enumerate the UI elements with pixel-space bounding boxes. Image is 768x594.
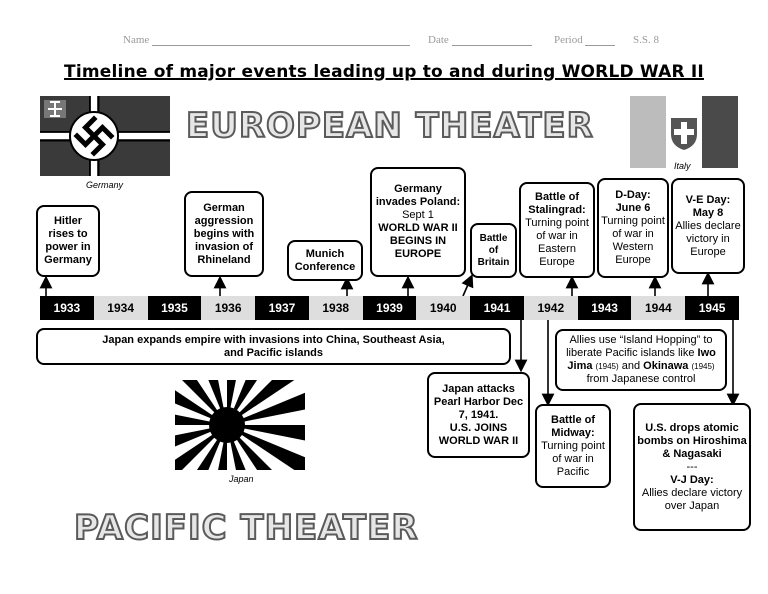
event-hitler-text: Hitler rises to power in Germany — [44, 215, 92, 266]
event-rhineland — [184, 191, 264, 277]
event-ve-desc: Allies declare victory in Europe — [675, 219, 741, 258]
island-hopping-year1: (1945) — [595, 362, 619, 371]
event-hitler-rises — [36, 205, 100, 277]
year-1944: 1944 — [631, 296, 685, 320]
germany-caption: Germany — [86, 180, 124, 190]
event-battle-of-britain — [470, 223, 517, 278]
event-d-day — [597, 178, 669, 278]
page-title: Timeline of major events leading up to and during WORLD WAR II — [64, 62, 704, 82]
event-dday-title: D-Day: June 6 — [615, 189, 651, 214]
island-hopping-iwo: Iwo Jima — [567, 347, 716, 372]
italy-caption: Italy — [674, 161, 691, 171]
event-munich-conference — [287, 240, 363, 281]
year-1936: 1936 — [201, 296, 255, 320]
year-1942: 1942 — [524, 296, 578, 320]
japan-flag — [175, 380, 305, 470]
event-midway-desc: Turning point of war in Pacific — [541, 439, 605, 478]
event-island-hopping — [555, 329, 727, 391]
year-1939: 1939 — [363, 296, 417, 320]
year-1945: 1945 — [685, 296, 739, 320]
event-atomic-bombs-vj-day — [633, 403, 751, 531]
event-japan-expands — [36, 328, 511, 365]
event-munich-text: Munich Conference — [294, 247, 356, 273]
event-dday-desc: Turning point of war in Western Europe — [601, 215, 665, 266]
pacific-theater-heading: PACIFIC THEATER — [74, 508, 419, 548]
island-hopping-okinawa: Okinawa — [643, 360, 689, 372]
year-1933: 1933 — [40, 296, 94, 320]
event-vj-title: V-J Day: — [670, 473, 714, 486]
event-vj-desc: Allies declare victory over Japan — [641, 486, 743, 512]
year-1938: 1938 — [309, 296, 363, 320]
year-1943: 1943 — [578, 296, 632, 320]
event-stalingrad-title: Battle of Stalingrad: — [528, 191, 586, 216]
event-v-e-day — [671, 178, 745, 274]
period-label: Period — [554, 34, 583, 46]
event-stalingrad-desc: Turning point of war in Eastern Europe — [525, 217, 589, 268]
event-pearl-harbor — [427, 372, 530, 458]
event-ve-title: V-E Day: May 8 — [685, 193, 731, 219]
year-1940: 1940 — [416, 296, 470, 320]
event-battle-of-midway — [535, 404, 611, 488]
event-rhineland-text: German aggression begins with invasion of Rhineland — [193, 201, 255, 266]
japan-caption: Japan — [229, 474, 254, 484]
event-atomic-title: U.S. drops atomic bombs on Hiroshima & Nagasaki — [637, 421, 747, 460]
event-britain-text: Battle of Britain — [477, 232, 510, 268]
european-theater-heading: EUROPEAN THEATER — [186, 106, 594, 146]
event-japan-expands-text: Japan expands empire with invasions into China, Southeast Asia, and Pacific islands — [102, 333, 445, 359]
event-midway-title: Battle of Midway: — [551, 413, 595, 439]
event-poland-ww: WORLD WAR II BEGINS IN EUROPE — [378, 222, 458, 260]
name-label: Name — [123, 34, 150, 46]
island-hopping-outro: from Japanese control — [586, 373, 696, 385]
year-1935: 1935 — [148, 296, 202, 320]
event-poland-date: Sept 1 — [402, 209, 434, 221]
event-atomic-sep: --- — [686, 460, 698, 473]
course-label: S.S. 8 — [633, 34, 659, 46]
event-germany-invades-poland — [370, 167, 466, 277]
year-1941: 1941 — [470, 296, 524, 320]
timeline-year-bar — [40, 296, 739, 320]
island-hopping-intro: Allies use “Island Hopping” to liberate Pacific islands like — [566, 334, 713, 359]
year-1934: 1934 — [94, 296, 148, 320]
event-poland-title: Germany invades Poland: — [375, 183, 461, 208]
island-hopping-and: and — [621, 360, 641, 372]
event-pearl-harbor-line2: U.S. JOINS WORLD WAR II — [438, 421, 519, 447]
year-1937: 1937 — [255, 296, 309, 320]
event-battle-of-stalingrad — [519, 182, 595, 278]
island-hopping-year2: (1945) — [691, 362, 715, 371]
date-label: Date — [428, 34, 449, 46]
event-pearl-harbor-line1: Japan attacks Pearl Harbor Dec 7, 1941. — [433, 382, 524, 421]
